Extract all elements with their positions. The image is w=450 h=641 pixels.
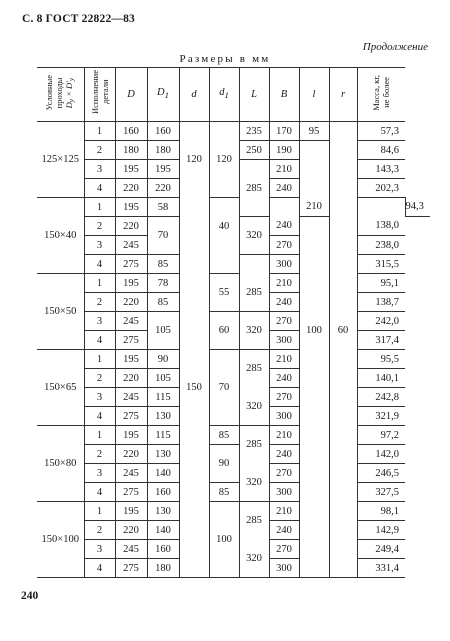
table-row: 2 220 70 320 240 138,0 (37, 217, 430, 236)
col-header-mass: Масса, кг, не более (357, 68, 405, 122)
table-row: 2 220 140 240 142,9 (37, 521, 430, 540)
table-row: 3 245 270 238,0 (37, 236, 430, 255)
col-header-B: B (269, 68, 299, 122)
dimensions-table (37, 67, 430, 578)
group-label: 150×100 (37, 502, 84, 578)
table-row: 3 245 160 320 270 249,4 (37, 540, 430, 559)
table-row: 4 275 180 300 331,4 (37, 559, 430, 578)
page-number: 240 (21, 590, 39, 602)
group-label: 150×65 (37, 350, 84, 426)
col-header-d1: $d_1$ (209, 68, 239, 122)
table-row: 2 220 85 240 138,7 (37, 293, 430, 312)
table-row: 4 275 85 300 315,5 (37, 255, 430, 274)
table-row: 125×125 1 160 160 120 120 235 170 95 57,3 (37, 122, 430, 141)
group-label: 150×80 (37, 426, 84, 502)
table-row: 4 275 130 300 321,9 (37, 407, 430, 426)
table-row: 150×65 1 195 90 150 70 285 210 95,5 (37, 350, 430, 369)
table-row: 3 245 105 60 320 270 100 60 242,0 (37, 312, 430, 331)
table-row: 4 220 220 240 202,3 (37, 179, 430, 198)
group-label: 125×125 (37, 122, 84, 198)
col-header-l: l (299, 68, 329, 122)
group-label: 150×50 (37, 274, 84, 350)
table-row: 2 180 180 250 190 84,6 (37, 141, 430, 160)
table-header-row (37, 68, 430, 122)
table-row: 3 245 115 320 270 242,8 (37, 388, 430, 407)
col-header-D: D (115, 68, 147, 122)
sizes-caption: Размеры в мм (179, 53, 271, 65)
group-label: 150×40 (37, 198, 84, 274)
col-header-D1: $D_1$ (147, 68, 179, 122)
col-header-d: d (179, 68, 209, 122)
col-header-execution: Исполнение детали (84, 68, 115, 122)
table-row: 150×40 1 195 58 40 210 94,3 (37, 198, 430, 217)
page-header: С. 8 ГОСТ 22822—83 (22, 13, 135, 25)
table-row: 150×50 1 195 78 55 285 210 95,1 (37, 274, 430, 293)
col-header-L: L (239, 68, 269, 122)
table-row: 150×80 1 195 115 85 285 210 97,2 (37, 426, 430, 445)
table-row: 150×100 1 195 130 100 285 210 98,1 (37, 502, 430, 521)
col-header-dn: Условные проходы $D_y\times D'_y$ (37, 68, 84, 122)
table-row: 2 220 105 240 140,1 (37, 369, 430, 388)
table-row: 2 220 130 90 240 142,0 (37, 445, 430, 464)
table-row: 4 275 300 317,4 (37, 331, 430, 350)
continuation-label: Продолжение (362, 41, 428, 53)
table-row: 4 275 160 85 300 327,5 (37, 483, 430, 502)
table-row: 3 245 140 320 270 246,5 (37, 464, 430, 483)
table-row: 3 195 195 285 210 143,3 (37, 160, 430, 179)
col-header-r: r (329, 68, 357, 122)
